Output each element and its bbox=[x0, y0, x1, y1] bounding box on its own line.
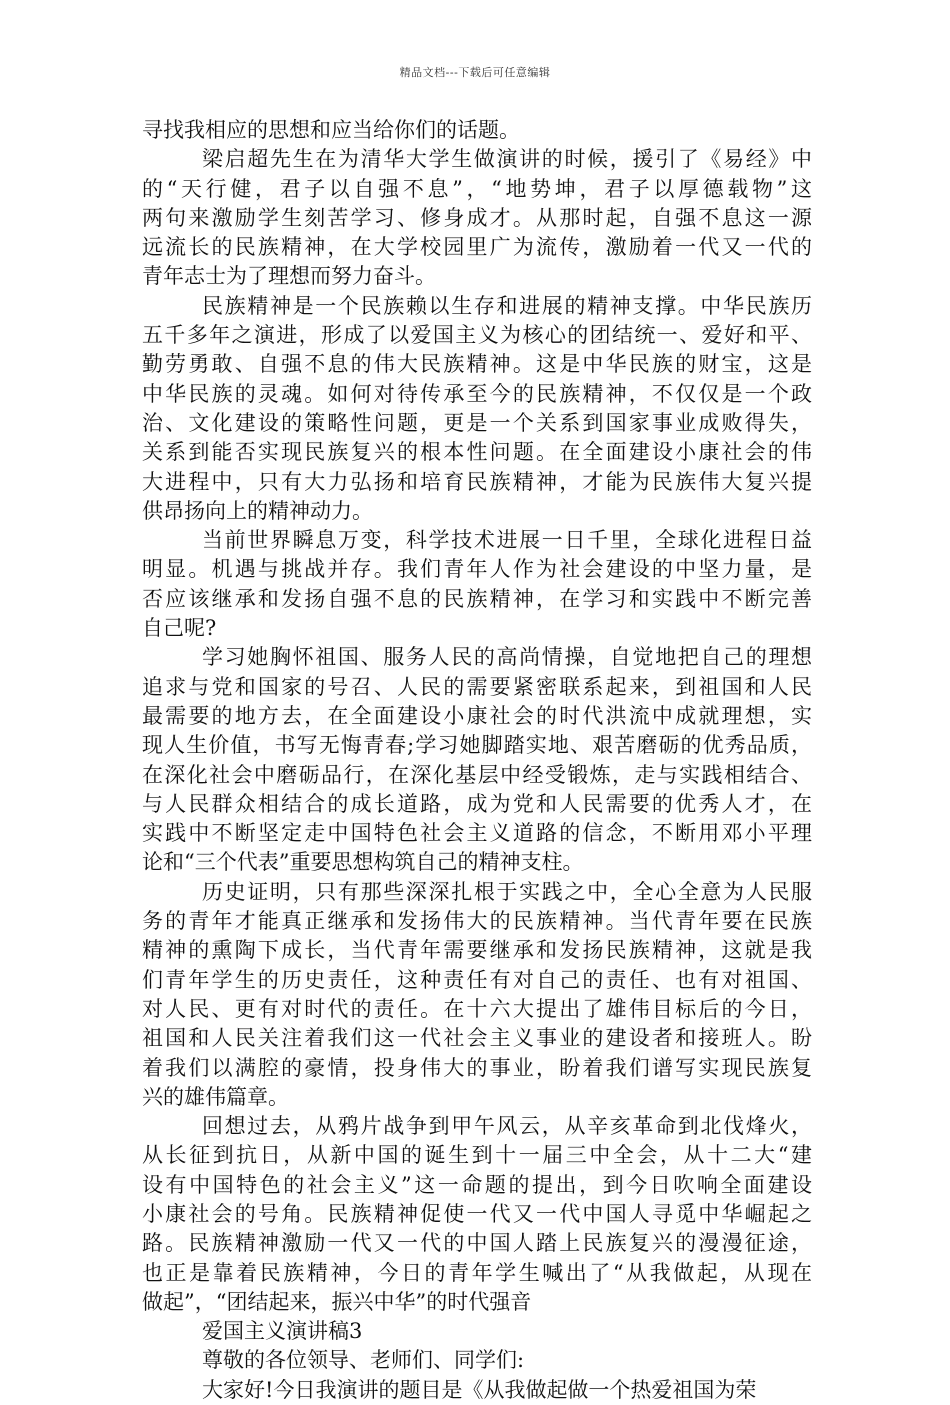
text-line: 当前世界瞬息万变，科学技术进展一日千里，全球化进程日益 bbox=[202, 528, 812, 553]
text-line: 做起”，“团结起来，振兴中华”的时代强音 bbox=[142, 1289, 532, 1314]
text-line: 也正是靠着民族精神，今日的青年学生喊出了“从我做起，从现在 bbox=[142, 1260, 812, 1285]
text-line: 对人民、更有对时代的责任。在十六大提出了雄伟目标后的今日， bbox=[142, 996, 812, 1021]
text-line: 明显。机遇与挑战并存。我们青年人作为社会建设的中坚力量，是 bbox=[142, 557, 812, 582]
paragraph bbox=[142, 116, 812, 145]
paragraph bbox=[142, 1346, 812, 1375]
text-line: 两句来激励学生刻苦学习、修身成才。从那时起，自强不息这一源 bbox=[142, 205, 812, 230]
paragraph bbox=[142, 526, 812, 643]
text-line: 路。民族精神激励一代又一代的中国人踏上民族复兴的漫漫征途， bbox=[142, 1231, 812, 1256]
text-line: 在深化社会中磨砺品行，在深化基层中经受锻炼，走与实践相结合、 bbox=[142, 762, 812, 787]
text-line: 兴的雄伟篇章。 bbox=[142, 1084, 289, 1109]
text-line: 供昂扬向上的精神动力。 bbox=[142, 498, 373, 523]
text-line: 五千多年之演进，形成了以爱国主义为核心的团结统一、爱好和平、 bbox=[142, 323, 812, 348]
text-line: 爱国主义演讲稿3 bbox=[202, 1319, 363, 1344]
text-line: 精神的熏陶下成长，当代青年需要继承和发扬民族精神，这就是我 bbox=[142, 938, 812, 963]
text-line: 祖国和人民关注着我们这一代社会主义事业的建设者和接班人。盼 bbox=[142, 1026, 812, 1051]
document-body bbox=[142, 116, 812, 1405]
text-line: 回想过去，从鸦片战争到甲午风云，从辛亥革命到北伐烽火， bbox=[202, 1114, 812, 1139]
paragraph bbox=[142, 292, 812, 526]
text-line: 否应该继承和发扬自强不息的民族精神，在学习和实践中不断完善 bbox=[142, 586, 812, 611]
paragraph bbox=[142, 643, 812, 877]
text-line: 关系到能否实现民族复兴的根本性问题。在全面建设小康社会的伟 bbox=[142, 440, 812, 465]
text-line: 大家好!今日我演讲的题目是《从我做起做一个热爱祖国为荣 bbox=[202, 1377, 757, 1402]
text-line: 中华民族的灵魂。如何对待传承至今的民族精神，不仅仅是一个政 bbox=[142, 381, 812, 406]
text-line: 实践中不断坚定走中国特色社会主义道路的信念，不断用邓小平理 bbox=[142, 821, 812, 846]
text-line: 学习她胸怀祖国、服务人民的高尚情操，自觉地把自己的理想 bbox=[202, 645, 812, 670]
text-line: 追求与党和国家的号召、人民的需要紧密联系起来，到祖国和人民 bbox=[142, 674, 812, 699]
text-line: 治、文化建设的策略性问题，更是一个关系到国家事业成败得失， bbox=[142, 410, 812, 435]
text-line: 远流长的民族精神，在大学校园里广为流传，激励着一代又一代的 bbox=[142, 235, 812, 260]
text-line: 现人生价值，书写无悔青春;学习她脚踏实地、艰苦磨砺的优秀品质， bbox=[142, 733, 812, 758]
paragraph bbox=[142, 1317, 812, 1346]
paragraph bbox=[142, 1376, 812, 1405]
text-line: 论和“三个代表”重要思想构筑自己的精神支柱。 bbox=[142, 850, 584, 875]
paragraph bbox=[142, 145, 812, 291]
text-line: 民族精神是一个民族赖以生存和进展的精神支撑。中华民族历 bbox=[202, 293, 812, 318]
text-line: 梁启超先生在为清华大学生做演讲的时候，援引了《易经》中 bbox=[202, 147, 812, 172]
text-line: 最需要的地方去，在全面建设小康社会的时代洪流中成就理想，实 bbox=[142, 703, 812, 728]
text-line: 设有中国特色的社会主义”这一命题的提出，到今日吹响全面建设 bbox=[142, 1172, 812, 1197]
text-line: 尊敬的各位领导、老师们、同学们: bbox=[202, 1348, 525, 1373]
paragraph bbox=[142, 1112, 812, 1317]
text-line: 与人民群众相结合的成长道路，成为党和人民需要的优秀人才，在 bbox=[142, 791, 812, 816]
text-line: 从长征到抗日，从新中国的诞生到十一届三中全会，从十二大“建 bbox=[142, 1143, 812, 1168]
text-line: 寻找我相应的思想和应当给你们的话题。 bbox=[142, 118, 520, 142]
page-header: 精品文档---下载后可任意编辑 bbox=[399, 66, 551, 79]
text-line: 小康社会的号角。民族精神促使一代又一代中国人寻觅中华崛起之 bbox=[142, 1201, 812, 1226]
text-line: 大进程中，只有大力弘扬和培育民族精神，才能为民族伟大复兴提 bbox=[142, 469, 812, 494]
text-line: 们青年学生的历史责任，这种责任有对自己的责任、也有对祖国、 bbox=[142, 967, 812, 992]
text-line: 的“天行健，君子以自强不息”，“地势坤，君子以厚德载物”这 bbox=[142, 176, 812, 201]
text-line: 青年志士为了理想而努力奋斗。 bbox=[142, 264, 436, 289]
text-line: 历史证明，只有那些深深扎根于实践之中，全心全意为人民服 bbox=[202, 879, 812, 904]
text-line: 自己呢? bbox=[142, 616, 217, 641]
text-line: 勤劳勇敢、自强不息的伟大民族精神。这是中华民族的财宝，这是 bbox=[142, 352, 812, 377]
text-line: 务的青年才能真正继承和发扬伟大的民族精神。当代青年要在民族 bbox=[142, 909, 812, 934]
paragraph bbox=[142, 878, 812, 1112]
text-line: 着我们以满腔的豪情，投身伟大的事业，盼着我们谱写实现民族复 bbox=[142, 1055, 812, 1080]
